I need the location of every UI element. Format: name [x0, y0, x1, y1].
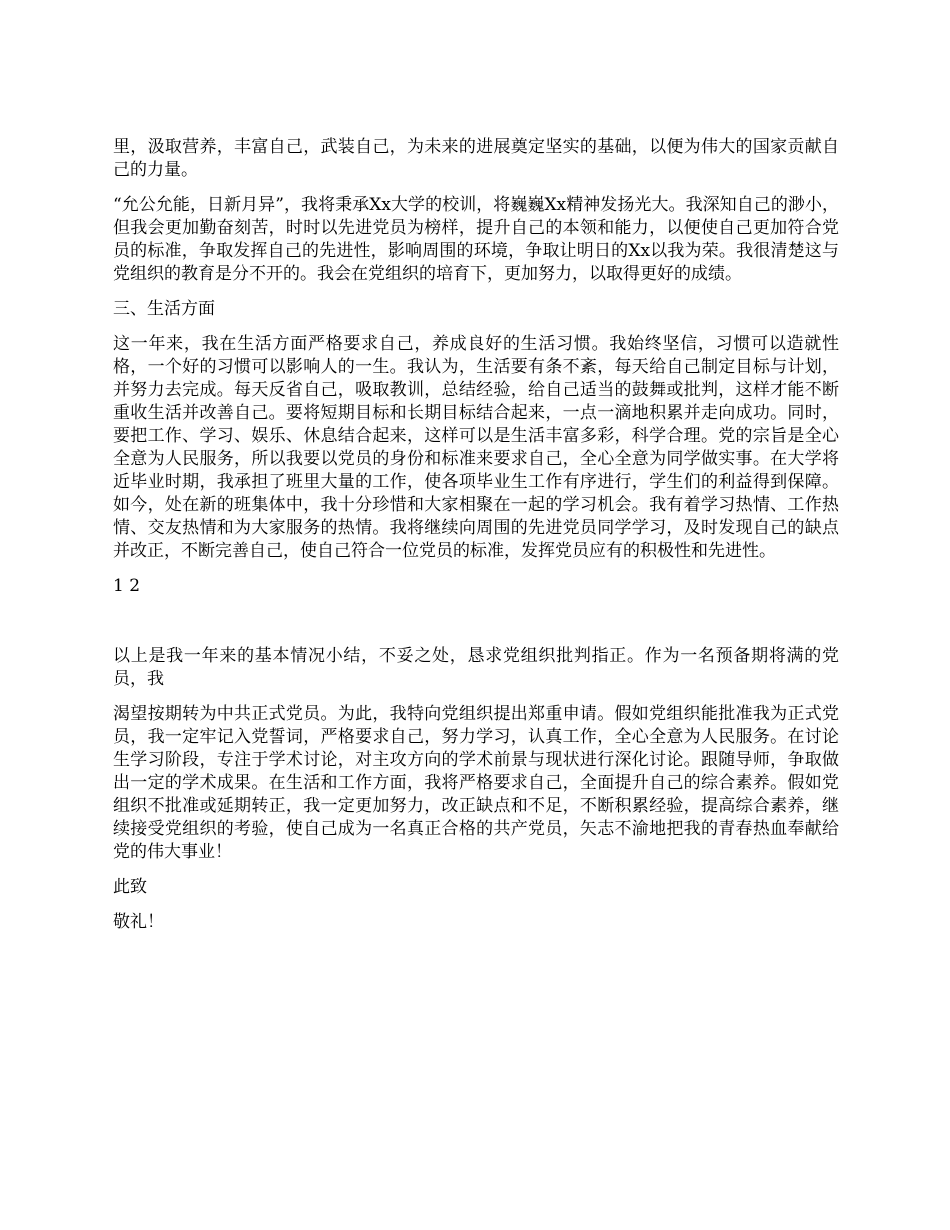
page-number: 1 2 — [113, 576, 141, 596]
paragraph-summary: 以上是我一年来的基本情况小结，不妥之处，恳求党组织批判指正。作为一名预备期将满的党员，我 — [113, 646, 839, 689]
page-break-gap — [113, 610, 839, 645]
document-body — [113, 136, 839, 946]
paragraph-school-motto: “允公允能，日新月异”，我将秉承Xx大学的校训，将巍巍Xx精神发扬光大。我深知自己的渺小，但我会更加勤奋刻苦，时时以先进党员为榜样，提升自己的本领和能力，以便使自己更加符合党员的标准，争取发挥自己的先进性，影响周围的环境，争取让明日的Xx以我为荣。我很清楚这与党组织的教育是分不开的。我会在党组织的培育下，更加努力，以取得更好的成绩。 — [113, 195, 839, 284]
closing-regards: 敬礼！ — [113, 912, 164, 932]
section-heading-life: 三、生活方面 — [113, 299, 215, 319]
paragraph-application: 渴望按期转为中共正式党员。为此，我特向党组织提出郑重申请。假如党组织能批准我为正式党员，我一定牢记入党誓词，严格要求自己，努力学习，认真工作，全心全意为人民服务。在讨论生学习阶段，专注于学术讨论，对主攻方向的学术前景与现状进行深化讨论。跟随导师，争取做出一定的学术成果。在生活和工作方面，我将严格要求自己，全面提升自己的综合素养。假如党组织不批准或延期转正，我一定更加努力，改正缺点和不足，不断积累经验，提高综合素养，继续接受党组织的考验，使自己成为一名真正合格的共产党员，矢志不渝地把我的青春热血奉献给党的伟大事业！ — [113, 704, 839, 862]
closing-salutation: 此致 — [113, 877, 147, 897]
paragraph-life: 这一年来，我在生活方面严格要求自己，养成良好的生活习惯。我始终坚信，习惯可以造就性格，一个好的习惯可以影响人的一生。我认为，生活要有条不紊，每天给自己制定目标与计划，并努力去完成。每天反省自己，吸取教训，总结经验，给自己适当的鼓舞或批判，这样才能不断重收生活并改善自己。要将短期目标和长期目标结合起来，一点一滴地积累并走向成功。同时，要把工作、学习、娱乐、休息结合起来，这样可以是生活丰富多彩，科学合理。党的宗旨是全心全意为人民服务，所以我要以党员的身份和标准来要求自己，全心全意为同学做实事。在大学将近毕业时期，我承担了班里大量的工作，使各项毕业生工作有序进行，学生们的利益得到保障。如今，处在新的班集体中，我十分珍惜和大家相聚在一起的学习机会。我有着学习热情、工作热情、交友热情和为大家服务的热情。我将继续向周围的先进党员同学学习，及时发现自己的缺点并改正，不断完善自己，使自己符合一位党员的标准，发挥党员应有的积极性和先进性。 — [113, 334, 839, 561]
paragraph-continuation: 里，汲取营养，丰富自己，武装自己，为未来的进展奠定坚实的基础，以便为伟大的国家贡献自己的力量。 — [113, 137, 839, 180]
